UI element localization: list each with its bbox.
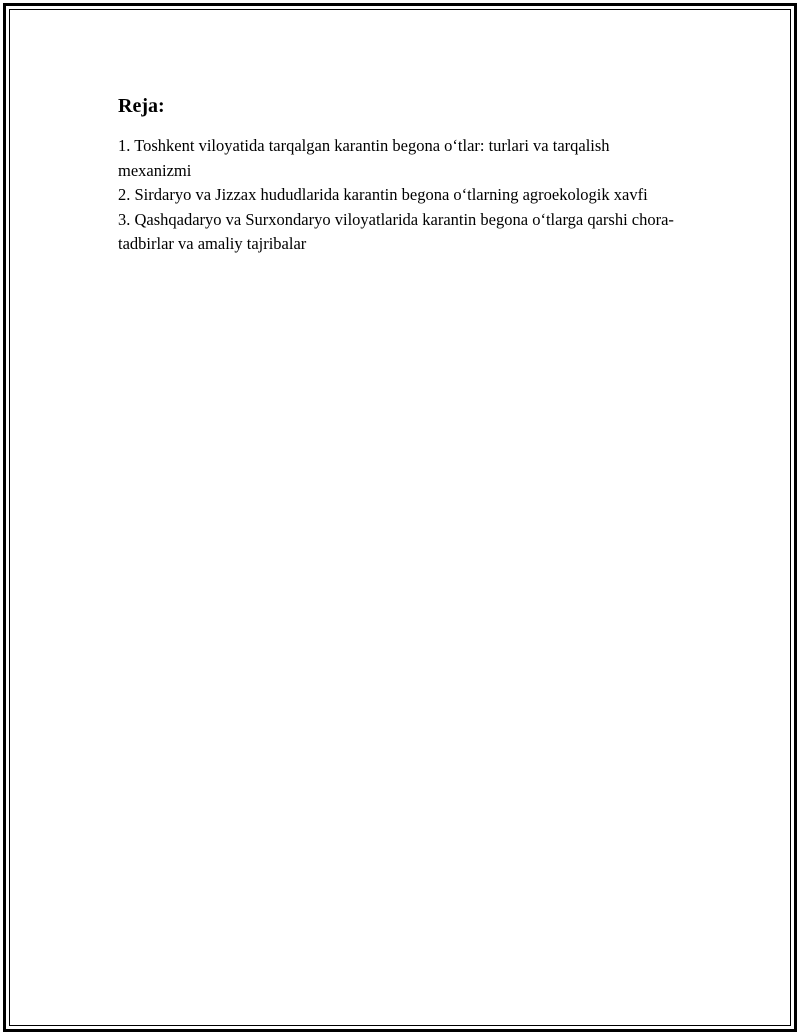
plan-item-3: 3. Qashqadaryo va Surxondaryo viloyatlarida karantin begona o‘tlarga qarshi chora-tadbirlar va amaliy tajribalar: [118, 209, 674, 253]
plan-item-2: 2. Sirdaryo va Jizzax hududlarida karantin begona o‘tlarning agroekologik xavfi: [118, 185, 648, 204]
plan-item-1: 1. Toshkent viloyatida tarqalgan karantin begona o‘tlar: turlari va tarqalish mexanizmi: [118, 136, 610, 180]
document-content: [118, 92, 678, 257]
plan-heading: Reja:: [118, 95, 165, 117]
plan-list: [118, 134, 678, 257]
